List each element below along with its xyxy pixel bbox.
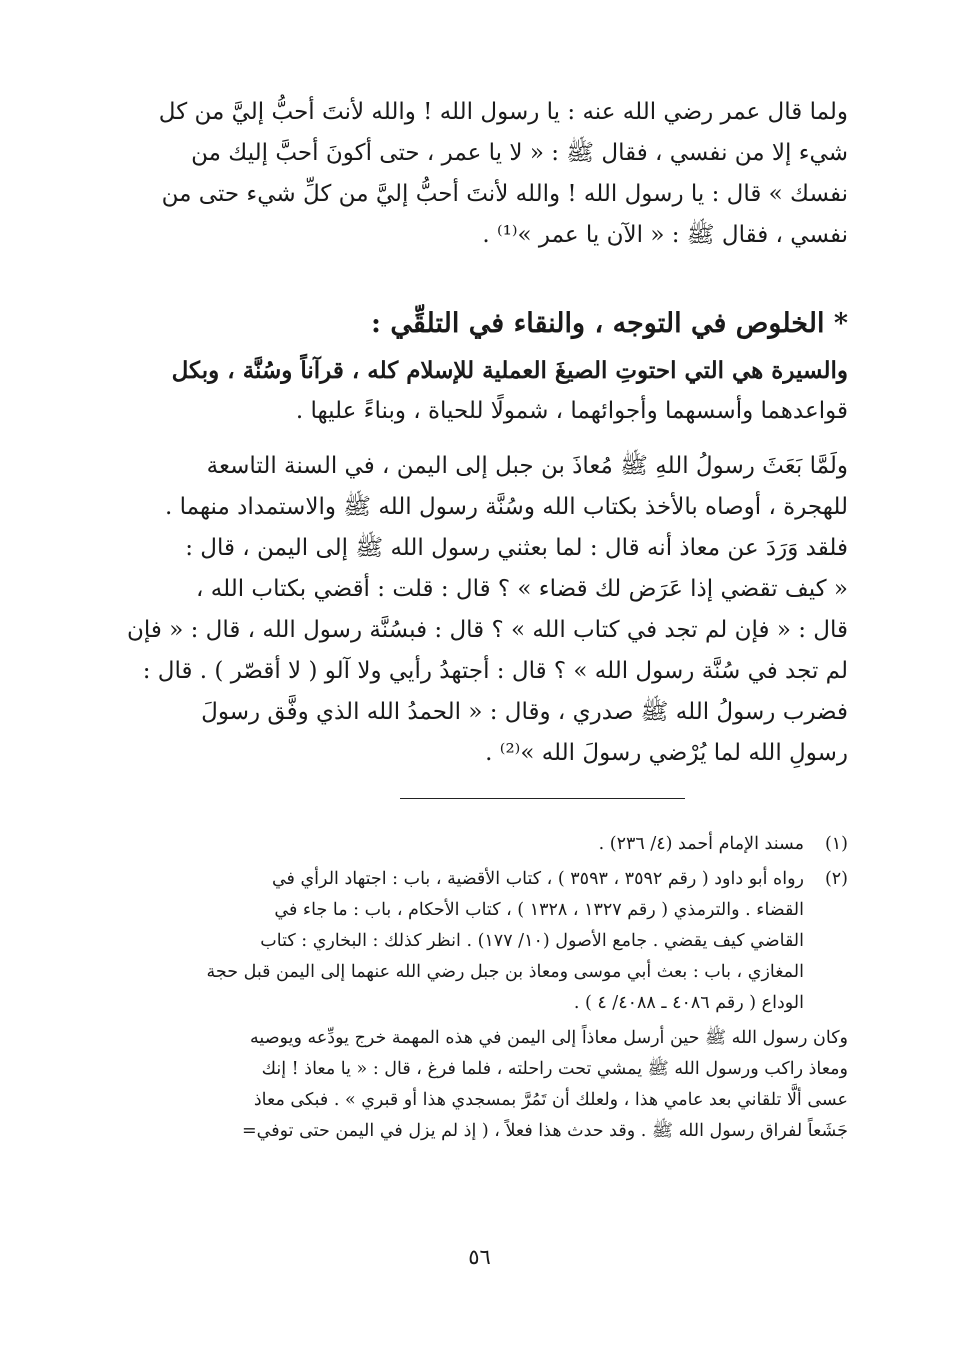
text-line: فضرب رسولُ الله ﷺ صدري ، وقال : « الحمدُ الله الذي وفَّق رسولَ xyxy=(201,699,848,725)
text-line: للهجرة ، أوصاه بالأخذ بكتاب الله وسُنَّة رسول الله ﷺ والاستمداد منهما . xyxy=(165,494,848,520)
page-body xyxy=(120,92,848,1147)
text-line: ولَمَّا بَعَثَ رسولُ اللهِ ﷺ مُعاذَ بن جبل إلى اليمن ، في السنة التاسعة xyxy=(206,453,848,479)
footnote-line: جَشَعاً لفراق رسول الله ﷺ . وقد حدث هذا فعلاً ، ( إذ لم يزل في اليمن حتى توفي= xyxy=(242,1121,848,1141)
text-line: فلقد وَرَدَ عن معاذ أنه قال : لما بعثني رسول الله ﷺ إلى اليمن ، قال : xyxy=(185,535,848,561)
paragraph-sirah xyxy=(120,350,848,432)
text-line-lead: والسيرة هي التي احتوتِ الصيغَ العملية للإسلام كله ، قرآناً وسُنَّة ، وبكل xyxy=(171,357,848,384)
footnote-line: رواه أبو داود ( رقم ٣٥٩٢ ، ٣٥٩٣ ) ، كتاب الأقضية ، باب : اجتهاد الرأي في xyxy=(271,869,804,889)
footnote-line: ومعاذ راكب ورسول الله ﷺ يمشي تحت راحلته ، فلما فرغ ، قال : « يا معاذ ! إنك xyxy=(261,1059,848,1079)
footnote-line: عسى ألَّا تلقاني بعد عامي هذا ، ولعلك أن تَمُرَّ بمسجدي هذا أو قبري » . فبكى معاذ xyxy=(253,1090,848,1110)
footnote-2 xyxy=(120,864,848,1019)
footnote-line: مسند الإمام أحمد (٤/ ٢٣٦) . xyxy=(598,834,804,854)
text-line: رسولِ الله لما يُرْضي رسولَ الله »⁽²⁾ . xyxy=(485,740,848,766)
footnote-line: المغازي ، باب : بعث أبي موسى ومعاذ بن جبل رضي الله عنهما إلى اليمن قبل حجة xyxy=(206,962,804,982)
text-line: لم تجد في سُنَّة رسول الله » ؟ قال : أجتهدُ رأيي ولا آلو ( لا أقصّر ) . قال : xyxy=(142,658,848,684)
footnote-1 xyxy=(120,829,848,860)
text-line: نفسي ، فقال ﷺ : « الآن يا عمر »⁽¹⁾ . xyxy=(482,222,848,248)
footnotes xyxy=(120,829,848,1147)
footnote-separator xyxy=(400,798,685,799)
section-heading: * الخلوص في التوجه ، والنقاء في التلقِّي : xyxy=(371,308,848,339)
paragraph-muadh-hadith xyxy=(120,446,848,774)
text-line: نفسك » قال : يا رسول الله ! والله لأنتَ أحبُّ إليَّ من كلِّ شيء حتى من xyxy=(161,181,848,207)
footnote-text xyxy=(120,829,804,860)
footnote-line: الوداع ( رقم ٤٠٨٦ ـ ٤٠٨٨/ ٤ ) . xyxy=(573,993,804,1013)
footnote-separator-wrap xyxy=(120,798,848,799)
text-line: شيء إلا من نفسي ، فقال ﷺ : « لا يا عمر ، حتى أكونَ أحبَّ إليك من xyxy=(191,140,848,166)
page-number: ٥٦ xyxy=(468,1245,491,1269)
footnote-text xyxy=(120,864,804,1019)
text-line: قواعدهما وأسسهما وأجوائهما ، شمولًا للحياة ، وبناءً عليها . xyxy=(295,398,848,424)
text-line: ولما قال عمر رضي الله عنه : يا رسول الله ! والله لأنتَ أحبُّ إليَّ من كل xyxy=(158,99,848,125)
text-line: « كيف تقضي إذا عَرَض لك قضاء » ؟ قال : قلت : أقضي بكتاب الله ، xyxy=(196,576,848,602)
footnote-line: وكان رسول الله ﷺ حين أرسل معاذاً إلى اليمن في هذه المهمة خرج يودِّعه ويوصيه xyxy=(250,1028,848,1048)
footnote-continuation xyxy=(120,1023,848,1147)
footnote-line: القضاء . والترمذي ( رقم ١٣٢٧ ، ١٣٢٨ ) ، كتاب الأحكام ، باب : ما جاء في xyxy=(274,900,804,920)
text-line: قال : « فإن لم تجد في كتاب الله » ؟ قال : فبسُنَّة رسول الله ، قال : « فإن xyxy=(127,617,848,643)
footnote-number: (٢) xyxy=(824,869,848,889)
footnote-number: (١) xyxy=(824,834,848,854)
paragraph-umar-hadith xyxy=(120,92,848,256)
footnote-line: القاضي كيف يقضي . جامع الأصول (١٠/ ١٧٧) . انظر كذلك : البخاري : كتاب xyxy=(260,931,804,951)
